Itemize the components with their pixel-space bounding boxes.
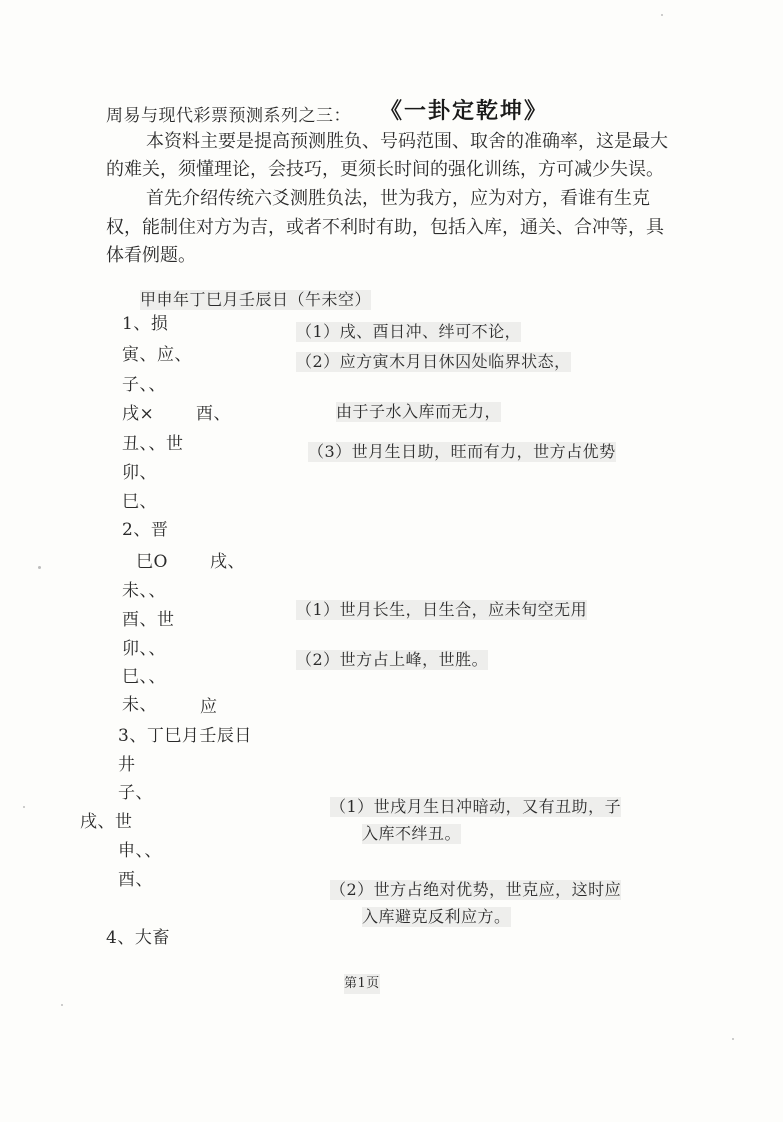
- example-1-yao-4: 丑、、世: [122, 434, 184, 454]
- example-2-yao-4: 卯、、: [122, 639, 166, 659]
- intro-line-4: 权，能制住对方为吉，或者不利时有助，包括入库，通关、合冲等，具: [106, 217, 664, 238]
- example-1-note-4: （3）世月生日助，旺而有力，世方占优势: [308, 442, 616, 461]
- intro-line-3: 首先介绍传统六爻测胜负法，世为我方，应为对方，看谁有生克: [146, 188, 650, 209]
- example-3-note-2: 入库不绊丑。: [362, 824, 462, 843]
- date-line: 甲申年丁巳月壬辰日（午未空）: [140, 290, 372, 309]
- example-2-yao-3: 酉、世: [122, 610, 175, 630]
- example-1-note-3: 由于子水入库而无力，: [336, 402, 502, 421]
- example-2-yao-5: 巳、、: [122, 667, 166, 687]
- intro-line-5: 体看例题。: [106, 245, 196, 266]
- example-3-yao-4: 酉、: [118, 870, 153, 890]
- example-3-note-3: （2）世方占绝对优势，世克应，这时应: [330, 880, 622, 899]
- scan-speck: [38, 566, 41, 569]
- scan-speck: [61, 1004, 63, 1006]
- page-number: 第1页: [344, 974, 380, 994]
- example-1-yao-3: 戌×: [122, 404, 155, 424]
- scan-speck: [23, 806, 25, 808]
- example-1-yao-6: 巳、: [122, 492, 157, 512]
- example-1-note-2: （2）应方寅木月日休囚处临界状态，: [296, 352, 571, 371]
- example-3-gua: 井: [118, 755, 136, 775]
- example-2-title: 2、晋: [122, 520, 169, 540]
- example-1-yao-3-moved: 酉、: [196, 404, 231, 424]
- example-1-note-1: （1）戌、酉日冲、绊可不论，: [296, 322, 522, 341]
- example-2-ying: 应: [200, 697, 218, 717]
- example-1-title: 1、损: [122, 314, 169, 334]
- document-title: 《一卦定乾坤》: [380, 99, 549, 124]
- example-3-title: 3、丁巳月壬辰日: [118, 726, 252, 746]
- series-heading: 周易与现代彩票预测系列之三：: [106, 106, 351, 126]
- example-1-yao-2: 子、、: [122, 375, 166, 395]
- example-3-note-1: （1）世戌月生日冲暗动，又有丑助，子: [330, 797, 622, 816]
- example-4-title: 4、大畜: [106, 928, 170, 948]
- example-2-yao-1: 巳O: [136, 552, 168, 572]
- example-2-yao-6: 未、: [122, 695, 157, 715]
- example-1-yao-5: 卯、: [122, 463, 157, 483]
- example-2-note-1: （1）世月长生，日生合，应未旬空无用: [296, 600, 588, 619]
- example-3-note-4: 入库避克反利应方。: [362, 907, 511, 926]
- intro-line-2: 的难关，须懂理论，会技巧，更须长时间的强化训练，方可减少失误。: [106, 159, 664, 180]
- example-2-note-2: （2）世方占上峰，世胜。: [296, 650, 489, 669]
- example-3-yao-2: 戌、世: [80, 812, 133, 832]
- example-3-yao-3: 申、、: [118, 841, 162, 861]
- example-1-yao-1: 寅、应、: [122, 345, 192, 365]
- example-2-yao-1-moved: 戌、: [210, 552, 245, 572]
- example-2-yao-2: 未、、: [122, 581, 166, 601]
- scan-speck: [661, 14, 663, 16]
- scan-speck: [732, 1038, 734, 1040]
- example-3-yao-1: 子、: [118, 783, 153, 803]
- intro-line-1: 本资料主要是提高预测胜负、号码范围、取舍的准确率，这是最大: [146, 131, 668, 152]
